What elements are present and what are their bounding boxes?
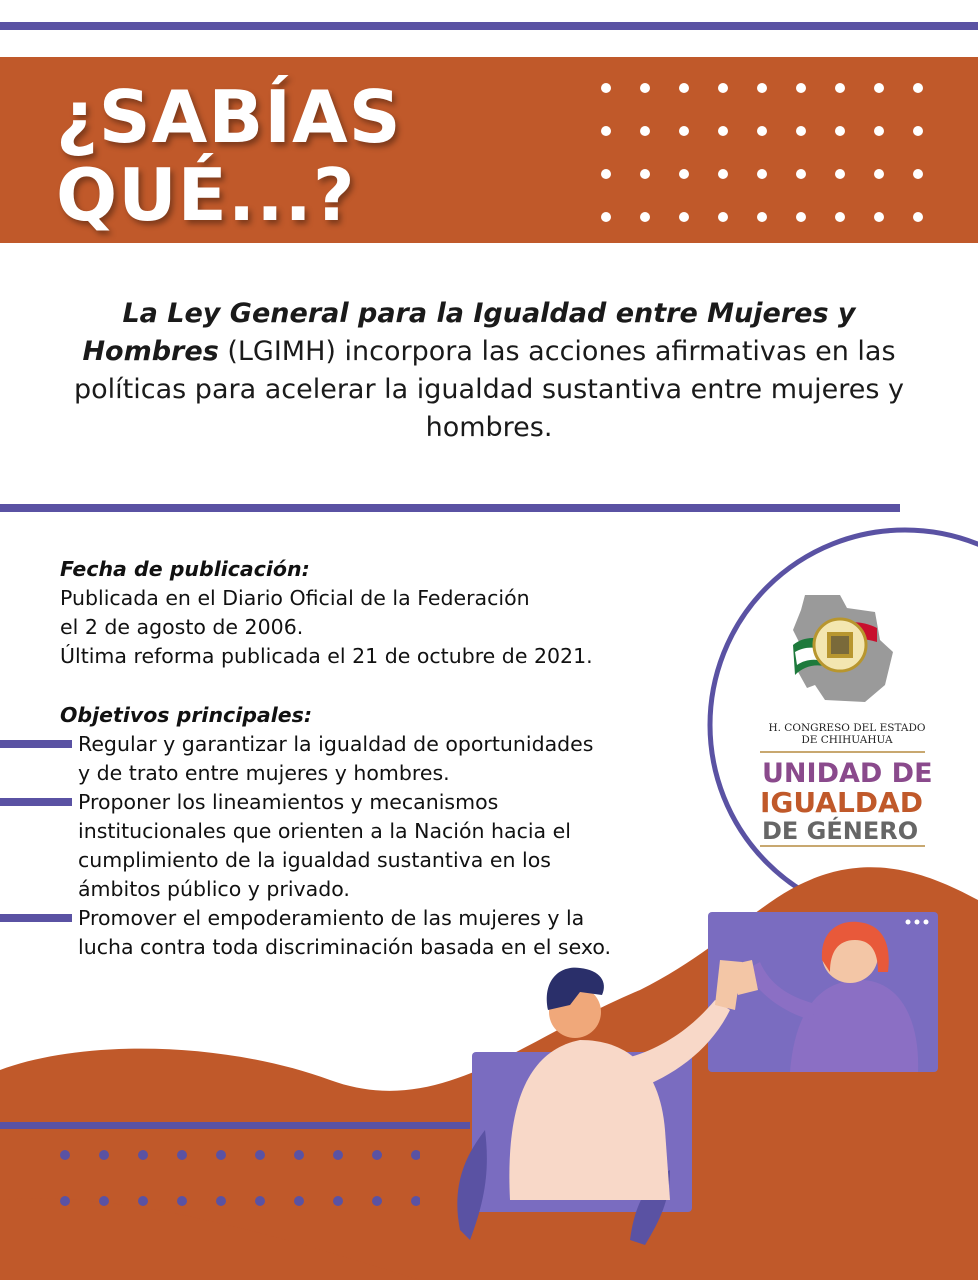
decorative-dot xyxy=(718,83,728,93)
decorative-dot xyxy=(757,83,767,93)
chihuahua-state-logo xyxy=(785,590,895,705)
decorative-dot xyxy=(640,169,650,179)
publication-line-1: Publicada en el Diario Oficial de la Federación xyxy=(60,586,530,610)
decorative-dot xyxy=(138,1150,148,1160)
decorative-dot xyxy=(601,83,611,93)
decorative-dot xyxy=(177,1196,187,1206)
decorative-dot xyxy=(835,126,845,136)
decorative-dot xyxy=(874,212,884,222)
high-five-illustration xyxy=(430,900,978,1280)
bullet-bar xyxy=(0,798,72,806)
decorative-dot xyxy=(601,169,611,179)
objective-text: Proponer los lineamientos y mecanismos xyxy=(78,790,499,814)
decorative-dot xyxy=(255,1196,265,1206)
decorative-dot xyxy=(679,83,689,93)
decorative-dot xyxy=(333,1150,343,1160)
decorative-dot xyxy=(718,126,728,136)
decorative-dot xyxy=(99,1196,109,1206)
decorative-dot xyxy=(411,1196,420,1206)
decorative-dot xyxy=(372,1196,382,1206)
publication-heading: Fecha de publicación: xyxy=(60,557,310,581)
decorative-dot xyxy=(757,169,767,179)
decorative-dot xyxy=(679,169,689,179)
decorative-dot xyxy=(757,212,767,222)
decorative-dot xyxy=(294,1196,304,1206)
decorative-dot xyxy=(913,126,923,136)
decorative-dots-top xyxy=(600,82,940,232)
decorative-dot xyxy=(640,83,650,93)
publication-line-2: el 2 de agosto de 2006. xyxy=(60,615,304,639)
decorative-dot xyxy=(640,126,650,136)
objective-text: Promover el empoderamiento de las mujeres y la xyxy=(78,906,585,930)
logo-rule-bottom xyxy=(760,845,925,847)
congreso-line-2: DE CHIHUAHUA xyxy=(801,734,893,746)
objective-text: y de trato entre mujeres y hombres. xyxy=(78,761,450,785)
congreso-line-1: H. CONGRESO DEL ESTADO xyxy=(768,722,926,734)
decorative-dot xyxy=(679,126,689,136)
objectives-heading: Objetivos principales: xyxy=(60,703,313,727)
congreso-label xyxy=(752,722,942,746)
decorative-dot xyxy=(216,1150,226,1160)
unidad-line-3: DE GÉNERO xyxy=(762,817,919,845)
decorative-dot xyxy=(601,212,611,222)
decorative-dot xyxy=(913,169,923,179)
decorative-dot xyxy=(60,1150,70,1160)
decorative-dot xyxy=(835,83,845,93)
objective-text: cumplimiento de la igualdad sustantiva en los xyxy=(78,848,551,872)
publication-line-3: Última reforma publicada el 21 de octubre de 2021. xyxy=(60,644,593,668)
unidad-line-2: IGUALDAD xyxy=(760,786,923,819)
decorative-dots-bottom xyxy=(50,1145,420,1215)
bullet-bar xyxy=(0,740,72,748)
title-line-2: QUÉ...? xyxy=(56,153,356,237)
decorative-dot xyxy=(874,83,884,93)
intro-paragraph xyxy=(70,295,908,447)
objective-item-line xyxy=(60,759,710,788)
decorative-dot xyxy=(874,126,884,136)
decorative-dot xyxy=(601,126,611,136)
decorative-dot xyxy=(835,212,845,222)
decorative-dot xyxy=(99,1150,109,1160)
title-line-1: ¿SABÍAS xyxy=(56,75,402,159)
decorative-dot xyxy=(294,1150,304,1160)
decorative-dot xyxy=(679,212,689,222)
objective-text: ámbitos público y privado. xyxy=(78,877,350,901)
bullet-bar xyxy=(0,914,72,922)
objective-item-1 xyxy=(60,730,710,759)
decorative-dot xyxy=(216,1196,226,1206)
objective-text: lucha contra toda discriminación basada en el sexo. xyxy=(78,935,612,959)
logo-rule-top xyxy=(760,751,925,753)
decorative-dot xyxy=(718,212,728,222)
intro-rest: (LGIMH) incorpora las acciones afirmativas en las políticas para acelerar la igualdad sustantiva entre mujeres y hombres. xyxy=(74,336,904,443)
decorative-dot xyxy=(874,169,884,179)
decorative-dot xyxy=(796,169,806,179)
objective-item-line xyxy=(60,846,710,875)
decorative-dot xyxy=(796,212,806,222)
wave-line xyxy=(0,1122,470,1129)
page-title xyxy=(56,75,402,237)
decorative-dot xyxy=(796,83,806,93)
decorative-dot xyxy=(757,126,767,136)
decorative-dot xyxy=(372,1150,382,1160)
decorative-dot xyxy=(640,212,650,222)
decorative-dot xyxy=(411,1150,420,1160)
decorative-dot xyxy=(60,1196,70,1206)
decorative-dot xyxy=(835,169,845,179)
objective-text: Regular y garantizar la igualdad de oportunidades xyxy=(78,732,594,756)
decorative-dot xyxy=(913,83,923,93)
decorative-dot xyxy=(177,1150,187,1160)
decorative-dot xyxy=(796,126,806,136)
decorative-dot xyxy=(913,212,923,222)
section-divider xyxy=(0,504,900,512)
objective-item-2 xyxy=(60,788,710,817)
objective-item-line xyxy=(60,817,710,846)
objective-text: institucionales que orienten a la Nación hacia el xyxy=(78,819,571,843)
decorative-dot xyxy=(138,1196,148,1206)
law-name: La Ley General para la Igualdad entre Mujeres y Hombres xyxy=(82,298,856,367)
decorative-dot xyxy=(718,169,728,179)
decorative-dot xyxy=(255,1150,265,1160)
top-divider-line xyxy=(0,22,978,30)
unidad-line-1: UNIDAD DE xyxy=(762,758,933,789)
decorative-dot xyxy=(333,1196,343,1206)
